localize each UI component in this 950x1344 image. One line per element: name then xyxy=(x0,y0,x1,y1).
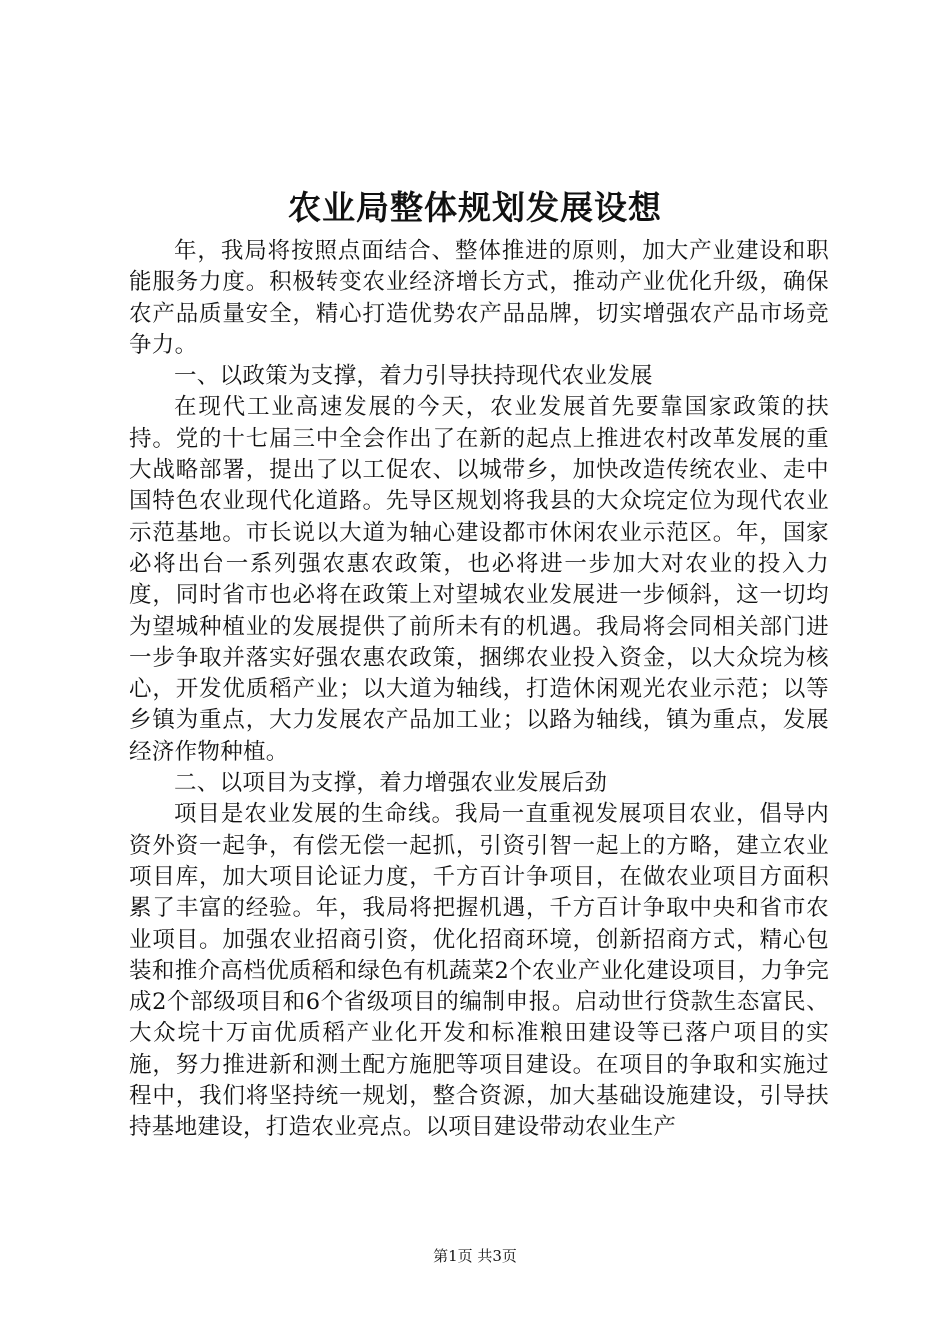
intro-paragraph: 年，我局将按照点面结合、整体推进的原则，加大产业建设和职能服务力度。积极转变农业经济增长方式，推动产业优化升级，确保农产品质量安全，精心打造优势农产品品牌，切实增强农产品市场竞争力。 xyxy=(129,238,829,358)
page-number-footer: 第1页 共3页 xyxy=(433,1247,517,1265)
section-1-paragraph: 在现代工业高速发展的今天，农业发展首先要靠国家政策的扶持。党的十七届三中全会作出了在新的起点上推进农村改革发展的重大战略部署，提出了以工促农、以城带乡，加快改造传统农业、走中国特色农业现代化道路。先导区规划将我县的大众垸定位为现代农业示范基地。市长说以大道为轴心建设都市休闲农业示范区。年，国家必将出台一系列强农惠农政策，也必将进一步加大对农业的投入力度，同时省市也必将在政策上对望城农业发展进一步倾斜，这一切均为望城种植业的发展提供了前所未有的机遇。我局将会同相关部门进一步争取并落实好强农惠农政策，捆绑农业投入资金，以大众垸为核心，开发优质稻产业；以大道为轴线，打造休闲观光农业示范；以等乡镇为重点，大力发展农产品加工业；以路为轴线，镇为重点，发展经济作物种植。 xyxy=(129,394,829,765)
section-heading-1: 一、以政策为支撑，着力引导扶持现代农业发展 xyxy=(174,363,653,390)
section-heading-2: 二、以项目为支撑，着力增强农业发展后劲 xyxy=(174,770,608,797)
section-2-paragraph: 项目是农业发展的生命线。我局一直重视发展项目农业，倡导内资外资一起争，有偿无偿一起抓，引资引智一起上的方略，建立农业项目库，加大项目论证力度，千方百计争项目，在做农业项目方面积累了丰富的经验。年，我局将把握机遇，千方百计争取中央和省市农业项目。加强农业招商引资，优化招商环境，创新招商方式，精心包装和推介高档优质稻和绿色有机蔬菜2个农业产业化建设项目，力争完成2个部级项目和6个省级项目的编制申报。启动世行贷款生态富民、大众垸十万亩优质稻产业化开发和标准粮田建设等已落户项目的实施，努力推进新和测土配方施肥等项目建设。在项目的争取和实施过程中，我们将坚持统一规划，整合资源，加大基础设施建设，引导扶持基地建设，打造农业亮点。以项目建设带动农业生产 xyxy=(129,801,829,1141)
document-body xyxy=(129,236,829,1144)
document-title: 农业局整体规划发展设想 xyxy=(288,188,662,227)
